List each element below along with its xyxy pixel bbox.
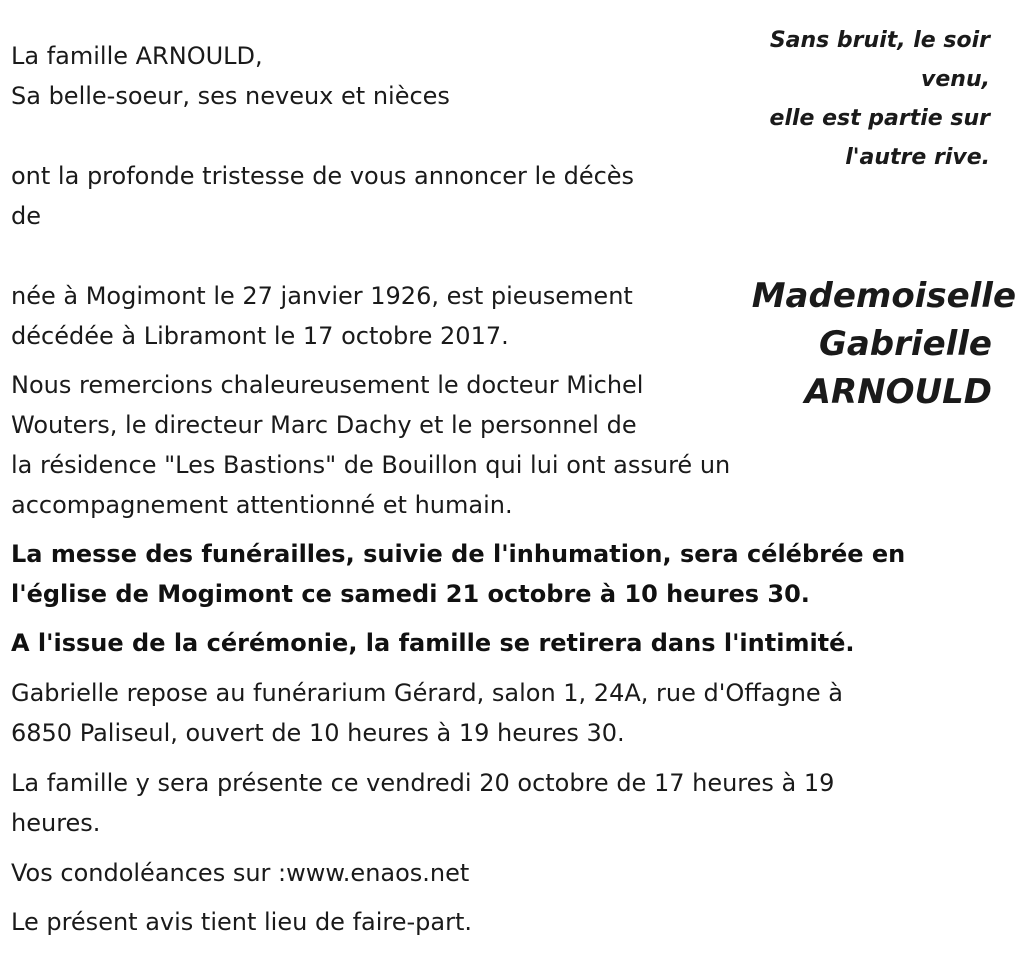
- birth-line-1: née à Mogimont le 27 janvier 1926, est pieusement: [11, 282, 633, 310]
- announcement-line-1: ont la profonde tristesse de vous annoncer le décès: [11, 162, 635, 190]
- thanks-line-1: Nous remercions chaleureusement le docteur Michel: [11, 371, 644, 399]
- funerarium-line-2: 6850 Paliseul, ouvert de 10 heures à 19 heures 30.: [11, 719, 625, 747]
- after-ceremony: A l'issue de la cérémonie, la famille se retirera dans l'intimité.: [11, 629, 855, 657]
- funeral-line-2: l'église de Mogimont ce samedi 21 octobre à 10 heures 30.: [11, 580, 810, 608]
- intro-family: La famille ARNOULD,: [11, 42, 263, 70]
- deceased-title: Mademoiselle: [751, 276, 1016, 316]
- intro-relatives: Sa belle-soeur, ses neveux et nièces: [11, 82, 450, 110]
- condolences-text: Vos condoléances sur :www.enaos.net: [11, 859, 470, 887]
- thanks-line-4: accompagnement attentionné et humain.: [11, 491, 513, 519]
- thanks-line-3: la résidence "Les Bastions" de Bouillon qui lui ont assuré un: [11, 451, 731, 479]
- notice-text: Le présent avis tient lieu de faire-part.: [11, 908, 473, 936]
- verse-line-1: Sans bruit, le soir: [769, 28, 990, 53]
- deceased-last-name: ARNOULD: [804, 372, 992, 412]
- birth-line-2: décédée à Libramont le 17 octobre 2017.: [11, 322, 509, 350]
- verse-line-4: l'autre rive.: [845, 145, 990, 170]
- verse-line-2: venu,: [921, 67, 990, 92]
- announcement-line-2: de: [11, 202, 41, 230]
- funeral-line-1: La messe des funérailles, suivie de l'inhumation, sera célébrée en: [11, 540, 906, 568]
- presence-line-2: heures.: [11, 809, 101, 837]
- funerarium-line-1: Gabrielle repose au funérarium Gérard, salon 1, 24A, rue d'Offagne à: [11, 679, 844, 707]
- verse-quote: [740, 21, 990, 177]
- deceased-first-name: Gabrielle: [818, 324, 992, 364]
- verse-line-3: elle est partie sur: [769, 106, 990, 131]
- thanks-line-2: Wouters, le directeur Marc Dachy et le personnel de: [11, 411, 637, 439]
- presence-line-1: La famille y sera présente ce vendredi 20 octobre de 17 heures à 19: [11, 769, 835, 797]
- deceased-name: [716, 272, 1016, 416]
